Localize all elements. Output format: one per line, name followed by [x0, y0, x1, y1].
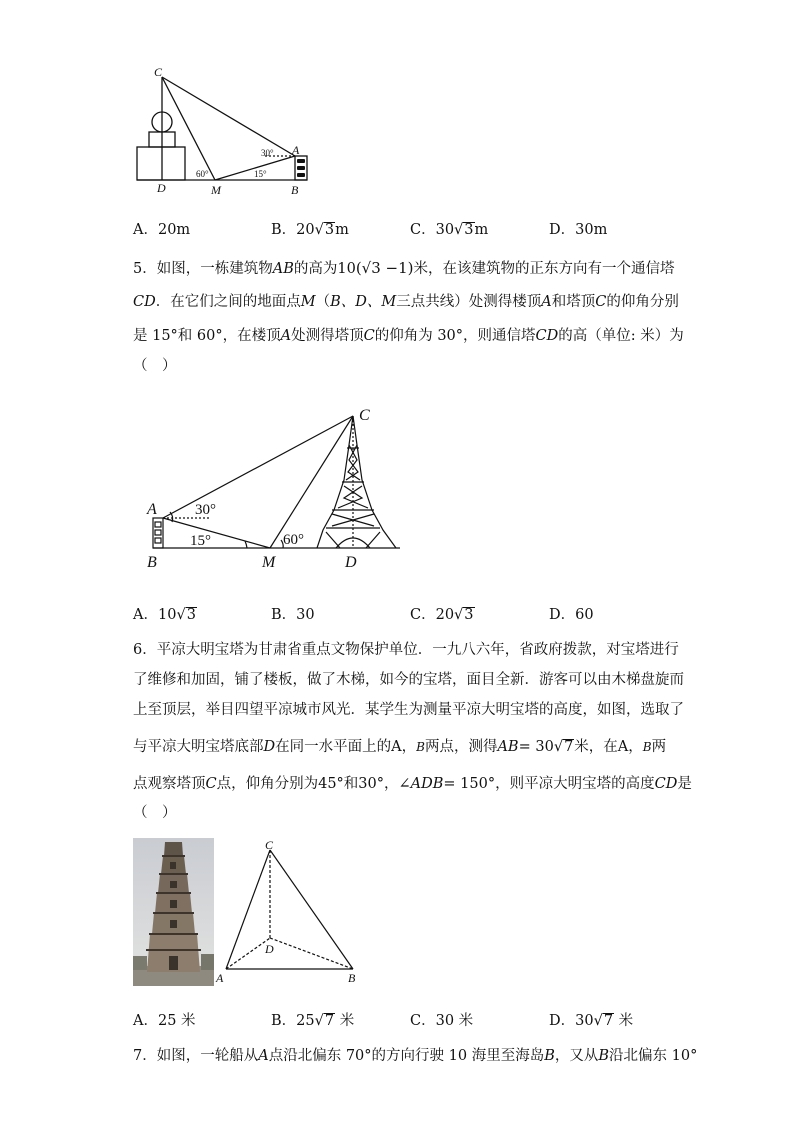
q5-var-cd: CD — [535, 328, 559, 344]
q4-option-b-radicand: 3 — [324, 222, 335, 238]
q6-text: = 150°，则平凉大明宝塔的高度 — [443, 776, 655, 792]
q7-text: ，又从 — [554, 1048, 599, 1064]
q4-angle-30: 30° — [261, 148, 274, 158]
q4-option-b[interactable]: B．20√3m — [271, 222, 349, 238]
q5-option-d[interactable]: D．60 — [549, 607, 594, 623]
q5-option-c-radicand: 3 — [464, 607, 474, 623]
q6-line-6: （ ） — [133, 805, 177, 821]
q6-var-c: C — [205, 776, 217, 792]
q4-option-c-unit: m — [474, 222, 489, 238]
q6-text: 两 — [651, 739, 667, 755]
q6-line-1: 6．平凉大明宝塔为甘肃省重点文物保护单位．一九八六年，省政府拨款，对宝塔进行 — [133, 642, 679, 658]
q6-option-b-radicand: 7 — [324, 1013, 335, 1029]
q6-var-d: D — [263, 739, 276, 755]
q6-label-d: D — [265, 942, 274, 956]
q4-option-c-radicand: 3 — [464, 222, 474, 238]
q6-line-4: 与平凉大明宝塔底部D在同一水平面上的A，B两点，测得AB= 30√7米，在A，B两 — [133, 739, 667, 755]
q6-option-d-text: D．30 — [549, 1013, 594, 1029]
q6-option-a[interactable]: A．25 米 — [133, 1013, 196, 1029]
q5-var-c: C — [363, 328, 375, 344]
q5-text: 是 15°和 60°，在楼顶 — [133, 328, 281, 344]
q5-text: 处测得塔顶 — [291, 328, 364, 344]
q5-line-2 — [133, 292, 679, 312]
q5-text: ．在它们之间的地面点 — [155, 294, 301, 310]
q5-angle-60: 60° — [283, 532, 304, 548]
q5-expr: (√3 −1) — [355, 259, 414, 277]
pagoda-photo — [133, 838, 214, 986]
q5-var-bdm: B、D、M — [330, 294, 397, 310]
q5-option-a-radicand: 3 — [186, 607, 196, 623]
q5-text: 的仰角分别 — [606, 294, 679, 310]
q6-text: 两点，测得 — [424, 739, 498, 755]
q5-option-a[interactable]: A．10√3 — [133, 607, 196, 623]
q5-angle-30: 30° — [195, 502, 216, 518]
q6-option-d-radicand: 7 — [603, 1013, 614, 1029]
q5-text: 的高（单位: 米）为 — [558, 328, 684, 344]
q6-text: 点，仰角分别为45°和30°， — [216, 776, 399, 792]
q5-var-ab: AB — [272, 261, 294, 277]
q5-option-c-text: C．20 — [410, 607, 455, 623]
q6-angle-adb: ∠ADB — [398, 776, 444, 792]
q5-line-1 — [133, 258, 675, 279]
q5-var-a: A — [280, 328, 292, 344]
q7-var-b: B — [544, 1048, 555, 1064]
q7-text: 点沿北偏东 70°的方向行驶 10 海里至海岛 — [268, 1048, 545, 1064]
q5-var-c: C — [595, 294, 607, 310]
q4-figure — [125, 62, 325, 202]
q5-text: 5．如图，一栋建筑物 — [133, 261, 273, 277]
q4-angle-15: 15° — [254, 169, 267, 179]
q6-option-d[interactable]: D．30√7 米 — [549, 1013, 634, 1029]
q5-label-a: A — [147, 501, 157, 518]
q5-var-a: A — [541, 294, 552, 310]
q6-var-b: B — [642, 740, 652, 754]
q5-text: 的高为10 — [293, 261, 356, 277]
q4-label-d: D — [157, 181, 166, 195]
q6-text: 与平凉大明宝塔底部 — [133, 739, 264, 755]
q6-option-b-unit: 米 — [335, 1013, 355, 1029]
q4-label-c: C — [154, 65, 163, 79]
q7-line-1 — [133, 1046, 697, 1066]
q5-text: 的仰角为 30°，则通信塔 — [374, 328, 536, 344]
q4-option-a[interactable]: A．20m — [133, 222, 191, 238]
q5-text: 和塔顶 — [551, 294, 596, 310]
q6-text: 点观察塔顶 — [133, 776, 206, 792]
q5-label-c: C — [359, 407, 370, 424]
q7-text: 7．如图，一轮船从 — [133, 1048, 259, 1064]
q6-text: = 30 — [518, 739, 554, 755]
q7-var-a: A — [258, 1048, 269, 1064]
q5-text: 三点共线）处测得楼顶 — [396, 294, 542, 310]
q5-line-4: （ ） — [133, 358, 177, 374]
q6-option-d-unit: 米 — [614, 1013, 634, 1029]
q5-text: （ — [315, 294, 331, 310]
q5-text: 米，在该建筑物的正东方向有一个通信塔 — [413, 261, 675, 277]
q6-line-2: 了维修和加固，铺了楼板，做了木梯，如今的宝塔，面目全新．游客可以由木梯盘旋而 — [133, 672, 684, 688]
q6-var-cd: CD — [654, 776, 678, 792]
q5-figure — [140, 400, 410, 575]
q4-label-b: B — [291, 183, 299, 197]
q6-line-3: 上至顶层，举目四望平凉城市风光．某学生为测量平凉大明宝塔的高度，如图，选取了 — [133, 702, 684, 718]
q6-var-ab: AB — [497, 739, 519, 755]
q6-var-b: B — [416, 740, 425, 754]
q4-label-m: M — [211, 183, 221, 197]
q6-text: 米，在A， — [574, 739, 643, 755]
q4-angle-60: 60° — [196, 169, 209, 179]
q6-label-c: C — [265, 838, 274, 852]
q5-angle-15: 15° — [190, 533, 211, 549]
q4-option-d[interactable]: D．30m — [549, 222, 608, 238]
q7-var-b: B — [598, 1048, 610, 1064]
q5-var-m: M — [300, 294, 316, 310]
q5-label-m: M — [262, 554, 276, 571]
q7-text: 沿北偏东 10° — [609, 1048, 698, 1064]
q4-label-a: A — [292, 143, 300, 157]
q5-option-b[interactable]: B．30 — [271, 607, 315, 623]
q6-text: 是 — [677, 776, 692, 792]
q6-label-a: A — [216, 971, 224, 985]
q6-line-5 — [133, 774, 692, 794]
q6-text: 在同一水平面上的A， — [275, 739, 417, 755]
q4-option-b-text: B．20 — [271, 222, 315, 238]
q4-option-c-text: C．30 — [410, 222, 455, 238]
q6-option-c[interactable]: C．30 米 — [410, 1013, 474, 1029]
q6-option-b-text: B．25 — [271, 1013, 315, 1029]
q4-option-c[interactable]: C．30√3m — [410, 222, 489, 238]
q6-figure — [212, 838, 362, 988]
q6-option-b[interactable]: B．25√7 米 — [271, 1013, 355, 1029]
q5-label-d: D — [345, 554, 357, 571]
q6-radicand: 7 — [564, 739, 574, 755]
q5-option-c[interactable]: C．20√3 — [410, 607, 474, 623]
q5-var-cd: CD — [133, 294, 156, 310]
q5-option-a-text: A．10 — [133, 607, 177, 623]
q6-label-b: B — [348, 971, 356, 985]
q4-option-b-unit: m — [335, 222, 349, 238]
q5-line-3 — [133, 326, 684, 346]
q5-label-b: B — [147, 554, 157, 571]
